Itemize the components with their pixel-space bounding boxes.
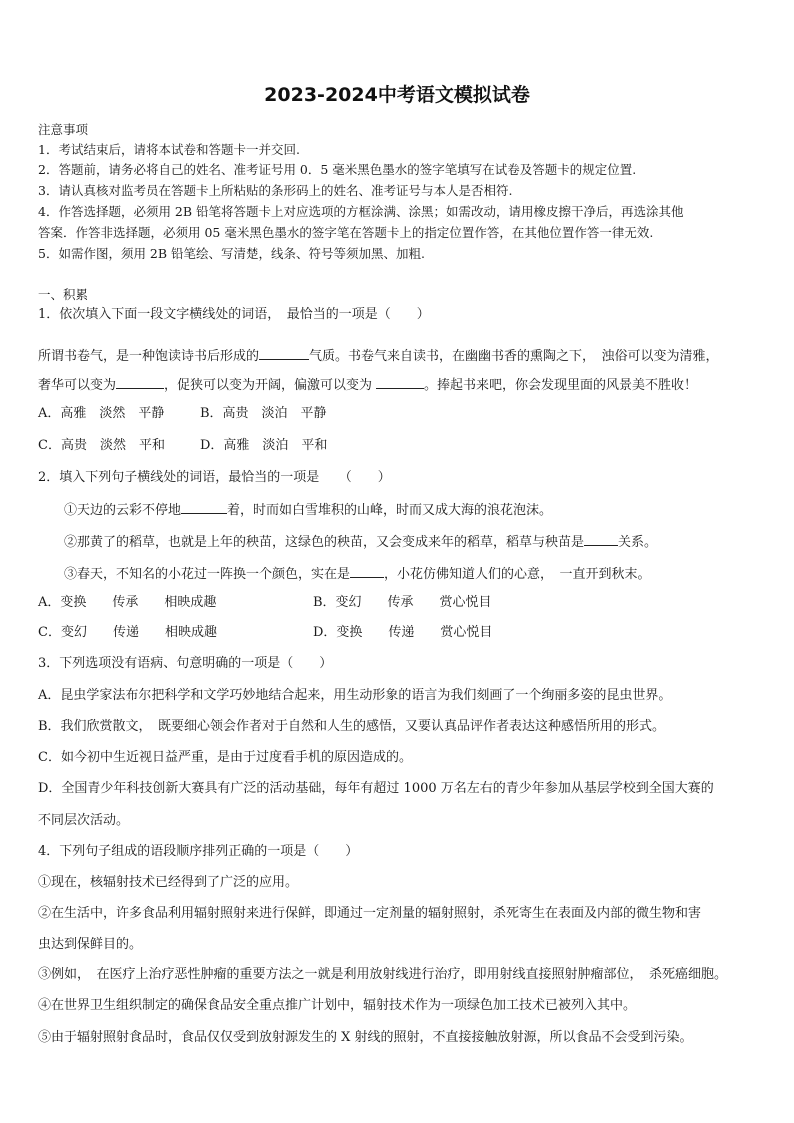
- question-3-option-d: D．全国青少年科技创新大赛具有广泛的活动基础，每年有超过 1000 万名左右的青少年参加从基层学校到全国大赛的: [38, 781, 714, 796]
- question-1-option-b: B．高贵 淡泊 平静: [200, 406, 327, 421]
- passage-text: 。捧起书来吧，你会发现里面的风景美不胜收！: [424, 378, 698, 393]
- sentence-text: ①天边的云彩不停地: [64, 503, 182, 518]
- question-1-option-a: A．高雅 淡然 平静: [38, 406, 165, 421]
- fill-blank: [350, 563, 384, 578]
- fill-blank: [584, 531, 618, 546]
- question-4-sentence-cont: 虫达到保鲜目的。: [38, 937, 143, 952]
- note-item: 3．请认真核对监考员在答题卡上所粘贴的条形码上的姓名、准考证号与本人是否相符.: [38, 183, 513, 198]
- sentence-text: ③春天，不知名的小花过一阵换一个颜色，实在是: [64, 567, 351, 582]
- fill-blank: [116, 374, 164, 389]
- fill-blank: [376, 374, 424, 389]
- passage-text: 奢华可以变为: [38, 378, 117, 393]
- note-item: 1．考试结束后，请将本试卷和答题卡一并交回.: [38, 142, 300, 157]
- fill-blank: [259, 345, 309, 360]
- question-1-passage-line: [38, 345, 719, 366]
- question-2-stem: 2．填入下列句子横线处的词语，最恰当的一项是 （ ）: [38, 470, 391, 485]
- question-2-option-b: B．变幻 传承 赏心悦目: [313, 595, 492, 610]
- sentence-text: ，小花仿佛知道人们的心意， 一直开到秋末。: [384, 567, 651, 582]
- sentence-text: 关系。: [618, 535, 658, 550]
- question-2-sentence: [64, 563, 651, 584]
- question-3-option-b: B．我们欣赏散文， 既要细心领会作者对于自然和人生的感悟，又要认真品评作者表达这种感悟所用的形式。: [38, 719, 666, 734]
- notes-heading: 注意事项: [38, 122, 89, 137]
- question-4-sentence: ②在生活中，许多食品利用辐射照射来进行保鲜，即通过一定剂量的辐射照射，杀死寄生在表面及内部的微生物和害: [38, 906, 702, 921]
- question-4-sentence: ④在世界卫生组织制定的确保食品安全重点推广计划中，辐射技术作为一项绿色加工技术已被列入其中。: [38, 998, 637, 1013]
- question-4-sentence: ⑤由于辐射照射食品时，食品仅仅受到放射源发生的 X 射线的照射，不直接接触放射源，所以食品不会受到污染。: [38, 1030, 693, 1045]
- question-1-option-c: C．高贵 淡然 平和: [38, 438, 165, 453]
- question-1-stem: 1．依次填入下面一段文字横线处的词语， 最恰当的一项是（ ）: [38, 307, 430, 322]
- question-2-option-a: A．变换 传承 相映成趣: [38, 595, 217, 610]
- note-item: 2．答题前，请务必将自己的姓名、准考证号用 0．5 毫米黑色墨水的签字笔填写在试卷及答题卡的规定位置.: [38, 162, 637, 177]
- question-3-option-a: A．昆虫学家法布尔把科学和文学巧妙地结合起来，用生动形象的语言为我们刻画了一个绚丽多姿的昆虫世界。: [38, 688, 672, 703]
- fill-blank: [181, 499, 227, 514]
- question-1-passage-line: [38, 374, 697, 395]
- question-4-sentence: ③例如， 在医疗上治疗恶性肿瘤的重要方法之一就是利用放射线进行治疗，即用射线直接照射肿瘤部位， 杀死癌细胞。: [38, 967, 728, 982]
- question-4-stem: 4．下列句子组成的语段顺序排列正确的一项是（ ）: [38, 844, 359, 859]
- sentence-text: 着，时而如白雪堆积的山峰，时而又成大海的浪花泡沫。: [227, 503, 553, 518]
- question-2-sentence: [64, 531, 657, 552]
- question-2-option-c: C．变幻 传递 相映成趣: [38, 625, 217, 640]
- question-2-option-d: D．变换 传递 赏心悦目: [313, 625, 493, 640]
- question-3-option-d-cont: 不同层次活动。: [38, 813, 130, 828]
- question-4-sentence: ①现在，核辐射技术已经得到了广泛的应用。: [38, 875, 299, 890]
- passage-text: 气质。书卷气来自读书，在幽幽书香的熏陶之下， 浊俗可以变为清雅，: [309, 349, 719, 364]
- question-3-option-c: C．如今初中生近视日益严重，是由于过度看手机的原因造成的。: [38, 750, 412, 765]
- section-heading: 一、积累: [38, 287, 89, 302]
- note-item: 5．如需作图，须用 2B 铅笔绘、写清楚，线条、符号等须加黑、加粗.: [38, 246, 426, 261]
- note-item: 答案．作答非选择题，必须用 05 毫米黑色墨水的签字笔在答题卡上的指定位置作答，在其他位置作答一律无效.: [38, 225, 654, 240]
- question-1-option-d: D．高雅 淡泊 平和: [200, 438, 328, 453]
- sentence-text: ②那黄了的稻草，也就是上年的秧苗，这绿色的秧苗，又会变成来年的稻草，稻草与秧苗是: [64, 535, 585, 550]
- question-3-stem: 3．下列选项没有语病、句意明确的一项是（ ）: [38, 656, 333, 671]
- passage-text: 所谓书卷气，是一种饱读诗书后形成的: [38, 349, 260, 364]
- question-2-sentence: [64, 499, 552, 520]
- note-item: 4．作答选择题，必须用 2B 铅笔将答题卡上对应选项的方框涂满、涂黑；如需改动，请用橡皮擦干净后，再选涂其他: [38, 204, 684, 219]
- page-title: 2023-2024中考语文模拟试卷: [264, 84, 530, 106]
- passage-text: ，促狭可以变为开阔，偏激可以变为: [164, 378, 373, 393]
